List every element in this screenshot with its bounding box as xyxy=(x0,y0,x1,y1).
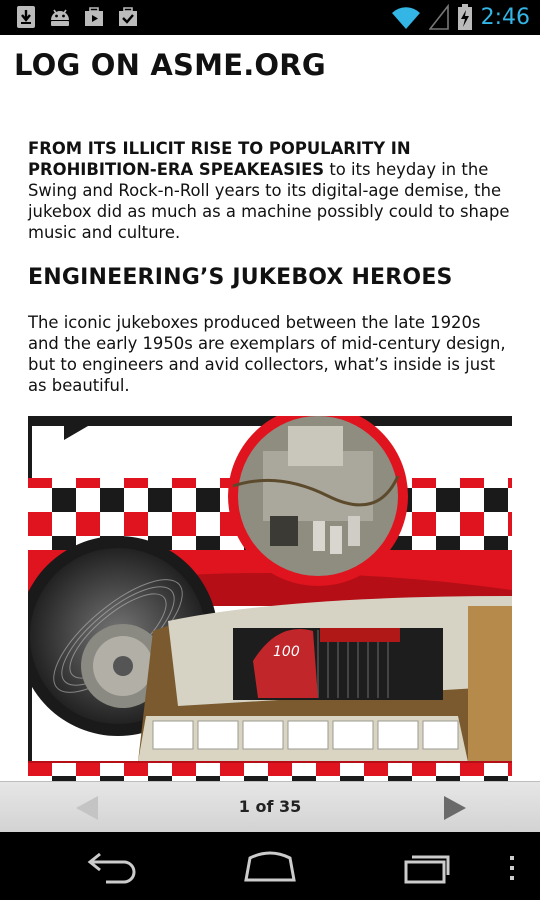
download-icon xyxy=(14,5,38,29)
intro-paragraph xyxy=(28,138,516,243)
recent-apps-icon[interactable] xyxy=(400,850,456,884)
status-bar xyxy=(0,0,540,35)
clipboard-check-icon xyxy=(116,5,140,29)
page-indicator: 1 of 35 xyxy=(238,797,302,816)
article xyxy=(28,138,516,396)
jukebox-image xyxy=(28,416,512,782)
clock: 2:46 xyxy=(480,4,530,30)
pager-bar xyxy=(0,781,540,832)
navigation-bar xyxy=(0,832,540,900)
body-paragraph: The iconic jukeboxes produced between the late 1920s and the early 1950s are exemplars of mid-century design, but to engineers and avid collectors, what’s inside is just as beautiful. xyxy=(28,313,506,395)
svg-text:100: 100 xyxy=(273,644,300,660)
intro-rest: to its heyday in the Swing and Rock-n-Roll years to its digital-age demise, the jukebox did as much as a machine possibly could to shape music and culture. xyxy=(28,160,510,242)
intro-lead: FROM ITS ILLICIT RISE TO POPULARITY IN PROHIBITION-ERA SPEAKEASIES xyxy=(28,139,411,179)
home-icon[interactable] xyxy=(242,850,298,884)
wifi-icon xyxy=(391,4,421,30)
section-heading: ENGINEERING’S JUKEBOX HEROES xyxy=(28,265,453,290)
next-page-button[interactable] xyxy=(440,794,470,822)
back-icon[interactable] xyxy=(84,850,140,884)
play-store-icon xyxy=(82,5,106,29)
battery-charging-icon xyxy=(457,3,473,31)
signal-icon xyxy=(429,4,449,30)
page-title: LOG ON ASME.ORG xyxy=(14,48,326,82)
menu-overflow-icon[interactable] xyxy=(508,856,516,880)
android-icon xyxy=(48,5,72,29)
